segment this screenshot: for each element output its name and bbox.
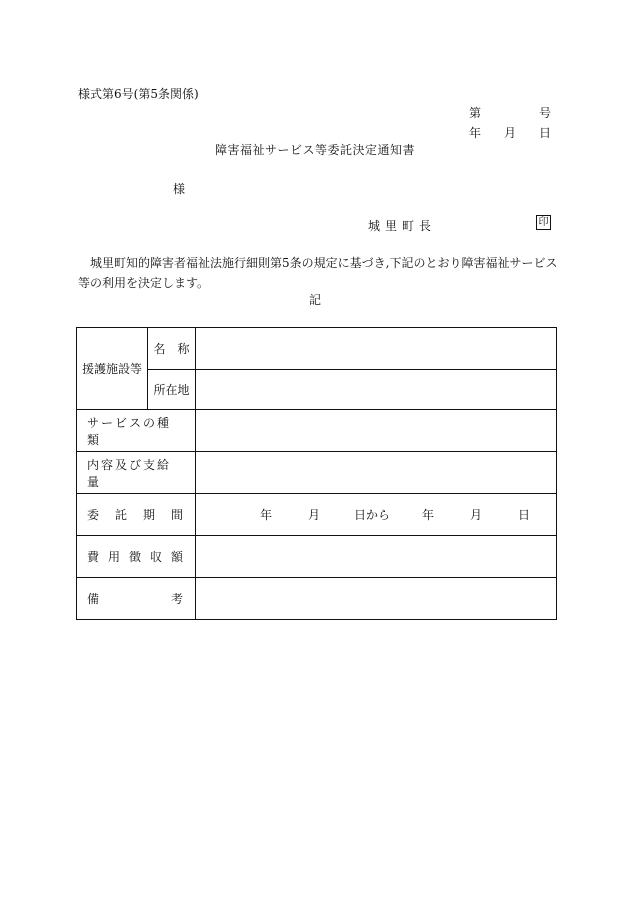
ki-heading: 記 <box>308 293 321 307</box>
table-row <box>77 494 557 536</box>
period-day-from: 日から <box>354 508 391 522</box>
table-row <box>77 452 557 494</box>
seal-mark: 印 <box>536 215 551 230</box>
facility-name-label: 名 称 <box>148 328 196 370</box>
fee-label: 費 用 徴 収 額 <box>77 536 196 578</box>
content-text: 内容及び支給量 <box>87 457 172 489</box>
period-day2: 日 <box>518 508 531 522</box>
table-row <box>77 536 557 578</box>
date-month-label: 月 <box>504 126 517 140</box>
table-row <box>77 578 557 620</box>
issuer-name: 城里町長 <box>368 219 437 233</box>
body-text: 城里町知的障害者福祉法施行細則第5条の規定に基づき,下記のとおり障害福祉サービス等の利用を決定します。 <box>78 256 558 290</box>
facility-address-field[interactable] <box>196 370 557 410</box>
remarks-field[interactable] <box>196 578 557 620</box>
period-year1: 年 <box>260 508 273 522</box>
content-label <box>77 452 196 494</box>
period-field[interactable] <box>196 494 557 536</box>
period-year2: 年 <box>422 508 435 522</box>
period-month2: 月 <box>470 508 483 522</box>
document-number-label: 第 <box>469 106 482 120</box>
period-month1: 月 <box>308 508 321 522</box>
service-type-field[interactable] <box>196 410 557 452</box>
remarks-label: 備 考 <box>77 578 196 620</box>
recipient-honorific: 様 <box>173 182 186 196</box>
document-title: 障害福祉サービス等委託決定通知書 <box>214 143 415 157</box>
period-label: 委 託 期 間 <box>77 494 196 536</box>
fee-field[interactable] <box>196 536 557 578</box>
decision-table <box>76 327 557 620</box>
facility-group-label: 援護施設等 <box>77 328 148 410</box>
service-type-label <box>77 410 196 452</box>
date-day-label: 日 <box>539 126 552 140</box>
table-row <box>77 410 557 452</box>
facility-name-field[interactable] <box>196 328 557 370</box>
facility-address-label: 所在地 <box>148 370 196 410</box>
content-field[interactable] <box>196 452 557 494</box>
document-number-suffix: 号 <box>539 106 552 120</box>
date-year-label: 年 <box>469 126 482 140</box>
table-row <box>77 370 557 410</box>
service-type-text: サービスの種類 <box>87 415 172 447</box>
form-number: 様式第6号(第5条関係) <box>78 87 199 101</box>
table-row <box>77 328 557 370</box>
